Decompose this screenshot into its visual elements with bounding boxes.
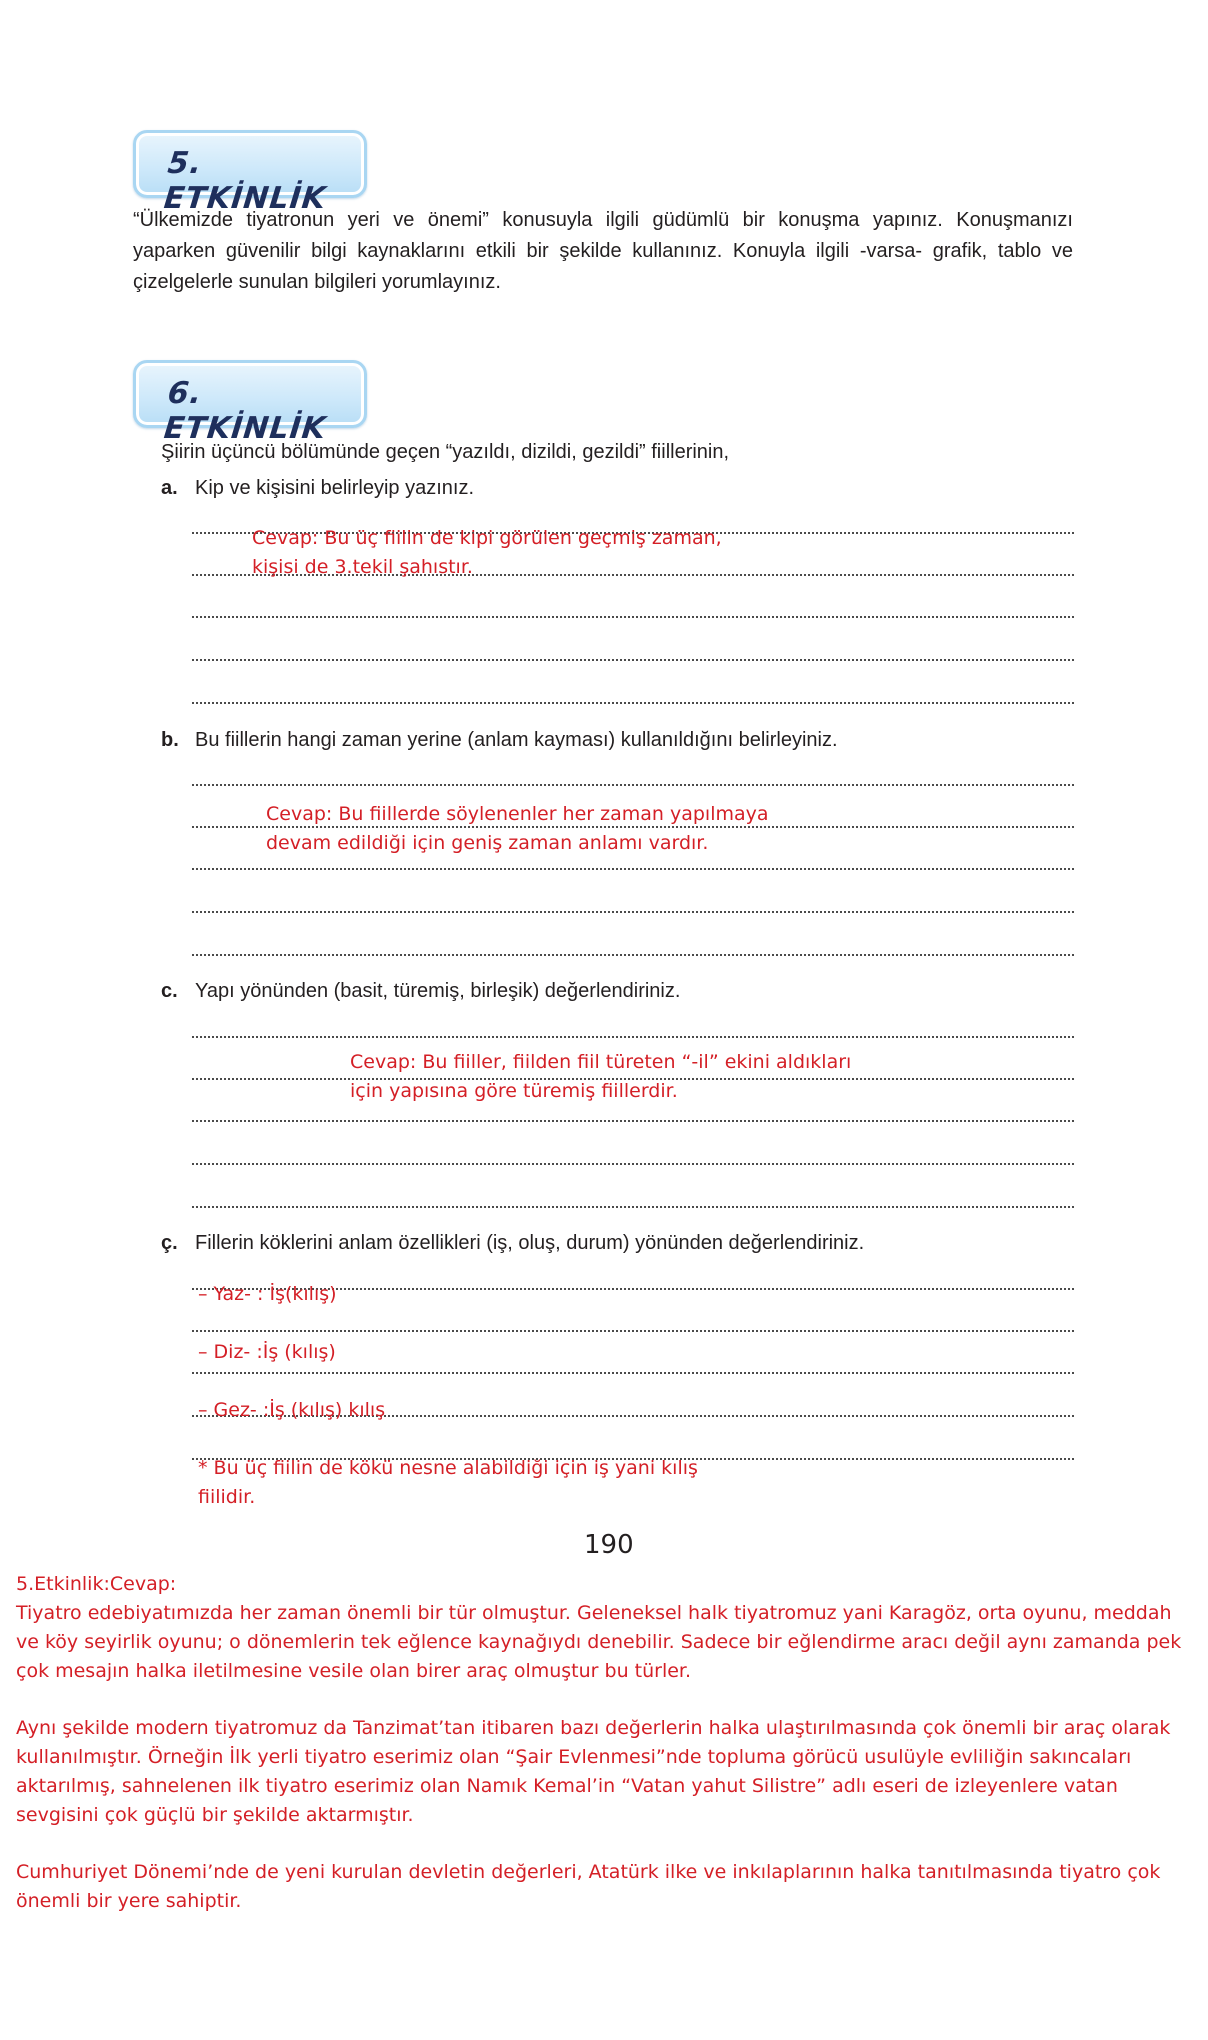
activity-6-intro: Şiirin üçüncü bölümünde geçen “yazıldı, dizildi, gezildi” fiillerinin, (161, 441, 730, 463)
answer-a-line-2: kişisi de 3.tekil şahıstır. (252, 556, 473, 578)
answer-line (192, 1330, 1074, 1332)
question-c-letter: c. (161, 980, 178, 1002)
bottom-answer-paragraph-2: Aynı şekilde modern tiyatromuz da Tanzimat’tan itibaren bazı değerlerin halka ulaştırılmasında çok önemli bir araç olarak kullanılmıştır. Örneğin İlk yerli tiyatro eserimiz olan “Şair Evlenmesi”nde topluma görücü usulüyle evliliğin sakıncaları aktarılmış, sahnelenen ilk tiyatro eserimiz olan Namık Kemal’in “Vatan yahut Silistre” adlı eseri de izleyenlere vatan sevgisini çok güçlü bir şekilde aktarmıştır. (16, 1717, 1171, 1826)
bottom-answer-paragraph-3: Cumhuriyet Dönemi’nde de yeni kurulan devletin değerleri, Atatürk ilke ve inkılaplarının halka tanıtılmasında tiyatro çok önemli bir yere sahiptir. (16, 1861, 1161, 1912)
answer-c-line-2: için yapısına göre türemiş fiillerdir. (350, 1080, 678, 1102)
answer-line (192, 868, 1074, 870)
question-cedilla-letter: ç. (161, 1232, 178, 1254)
answer-cedilla-line-4: * Bu üç fiilin de kökü nesne alabildiği için iş yani kılış (198, 1457, 698, 1479)
question-cedilla (161, 1232, 864, 1255)
answer-cedilla-line-3: – Gez- :İş (kılış) kılış (198, 1399, 386, 1421)
answer-line (192, 702, 1074, 704)
page-number: 190 (584, 1530, 634, 1560)
answer-a-line-1: Cevap: Bu üç fiilin de kipi görülen geçmiş zaman, (252, 527, 722, 549)
answer-line (192, 954, 1074, 956)
answer-line (192, 911, 1074, 913)
answer-line (192, 1206, 1074, 1208)
question-a-text: Kip ve kişisini belirleyip yazınız. (195, 477, 474, 499)
answer-line (192, 784, 1074, 786)
answer-cedilla-line-5: fiilidir. (198, 1486, 256, 1508)
answer-cedilla-line-2: – Diz- :İş (kılış) (198, 1341, 336, 1363)
activity-6-badge (133, 360, 367, 446)
question-a-letter: a. (161, 477, 178, 499)
answer-c-line-1: Cevap: Bu fiiller, fiilden fiil türeten “-il” ekini aldıkları (350, 1051, 852, 1073)
question-c-text: Yapı yönünden (basit, türemiş, birleşik) değerlendiriniz. (195, 980, 681, 1002)
question-c (161, 980, 680, 1003)
answer-line (192, 659, 1074, 661)
answer-line (192, 1372, 1074, 1374)
answer-b-line-1: Cevap: Bu fiillerde söylenenler her zaman yapılmaya (266, 803, 769, 825)
answer-cedilla-line-1: – Yaz- : İş(kılış) (198, 1283, 337, 1305)
bottom-answer-heading: 5.Etkinlik:Cevap: (16, 1573, 177, 1595)
question-b-text: Bu fiillerin hangi zaman yerine (anlam kayması) kullanıldığını belirleyiniz. (195, 729, 838, 751)
answer-line (192, 1120, 1074, 1122)
answer-b-line-2: devam edildiği için geniş zaman anlamı vardır. (266, 832, 709, 854)
question-a (161, 477, 474, 500)
activity-5-instructions: “Ülkemizde tiyatronun yeri ve önemi” konusuyla ilgili güdümlü bir konuşma yapınız. Konuşmanızı yaparken güvenilir bilgi kaynaklarını etkili bir şekilde kullanınız. Konuyla ilgili -varsa- grafik, tablo ve çizelgelerle sunulan bilgileri yorumlayınız. (133, 209, 1073, 293)
question-b-letter: b. (161, 729, 179, 751)
bottom-answer-paragraph-1: Tiyatro edebiyatımızda her zaman önemli bir tür olmuştur. Geleneksel halk tiyatromuz yani Karagöz, orta oyunu, meddah ve köy seyirlik oyunu; o dönemlerin tek eğlence kaynağıydı denebilir. Sadece bir eğlendirme aracı değil aynı zamanda pek çok mesajın halka iletilmesine vesile olan birer araç olmuştur bu türler. (16, 1602, 1182, 1682)
answer-line (192, 616, 1074, 618)
question-cedilla-text: Fillerin köklerini anlam özellikleri (iş, oluş, durum) yönünden değerlendiriniz. (195, 1232, 865, 1254)
answer-line (192, 1163, 1074, 1165)
activity-6-title: 6. ETKİNLİK (162, 376, 328, 446)
question-b (161, 729, 838, 752)
activity-5-title: 5. ETKİNLİK (162, 146, 328, 216)
activity-5-badge (133, 130, 367, 216)
answer-line (192, 1036, 1074, 1038)
